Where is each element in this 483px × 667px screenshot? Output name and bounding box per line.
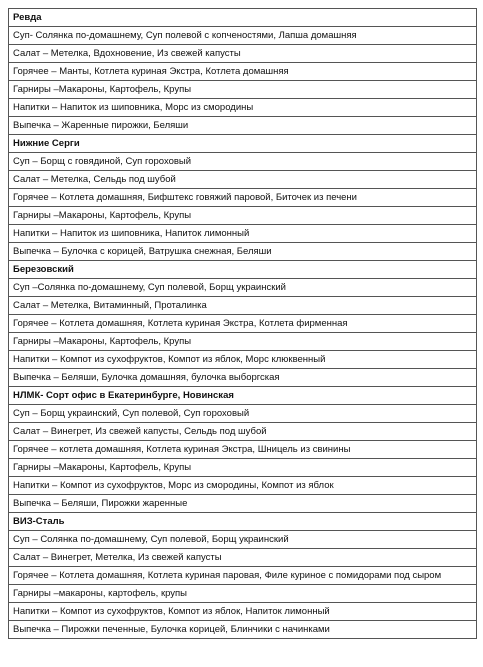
menu-item-text: Гарниры –макароны, картофель, крупы <box>9 585 477 603</box>
menu-item-text: Напитки – Компот из сухофруктов, Компот из яблок, Морс клюквенный <box>9 351 477 369</box>
section-heading-row <box>9 9 477 27</box>
menu-item-row <box>9 549 477 567</box>
menu-item-text: Горячее – Котлета домашняя, Котлета куриная паровая, Филе куриное с помидорами под сыром <box>9 567 477 585</box>
section-title: Нижние Серги <box>9 135 477 153</box>
menu-item-text: Горячее – котлета домашняя, Котлета куриная Экстра, Шницель из свинины <box>9 441 477 459</box>
menu-item-text: Суп – Борщ с говядиной, Суп гороховый <box>9 153 477 171</box>
section-heading-row <box>9 513 477 531</box>
menu-item-text: Горячее – Манты, Котлета куриная Экстра, Котлета домашняя <box>9 63 477 81</box>
menu-item-text: Напитки – Компот из сухофруктов, Морс из смородины, Компот из яблок <box>9 477 477 495</box>
menu-item-text: Салат – Метелка, Сельдь под шубой <box>9 171 477 189</box>
menu-item-text: Суп – Солянка по-домашнему, Суп полевой, Борщ украинский <box>9 531 477 549</box>
menu-item-text: Выпечка – Беляши, Пирожки жаренные <box>9 495 477 513</box>
section-heading-row <box>9 261 477 279</box>
menu-item-row <box>9 27 477 45</box>
menu-item-text: Суп – Борщ украинский, Суп полевой, Суп гороховый <box>9 405 477 423</box>
menu-item-row <box>9 585 477 603</box>
menu-item-text: Выпечка – Жаренные пирожки, Беляши <box>9 117 477 135</box>
menu-item-text: Гарниры –Макароны, Картофель, Крупы <box>9 459 477 477</box>
menu-item-text: Выпечка – Пирожки печенные, Булочка корицей, Блинчики с начинками <box>9 621 477 639</box>
menu-item-row <box>9 117 477 135</box>
menu-item-text: Напитки – Напиток из шиповника, Напиток лимонный <box>9 225 477 243</box>
menu-item-text: Горячее – Котлета домашняя, Котлета куриная Экстра, Котлета фирменная <box>9 315 477 333</box>
section-title: ВИЗ-Сталь <box>9 513 477 531</box>
menu-item-text: Гарниры –Макароны, Картофель, Крупы <box>9 81 477 99</box>
menu-item-text: Горячее – Котлета домашняя, Бифштекс говяжий паровой, Биточек из печени <box>9 189 477 207</box>
menu-item-text: Салат – Метелка, Вдохновение, Из свежей капусты <box>9 45 477 63</box>
menu-item-row <box>9 153 477 171</box>
menu-item-text: Гарниры –Макароны, Картофель, Крупы <box>9 333 477 351</box>
menu-item-row <box>9 603 477 621</box>
menu-item-row <box>9 297 477 315</box>
section-heading-row <box>9 387 477 405</box>
menu-item-row <box>9 369 477 387</box>
section-heading-row <box>9 135 477 153</box>
menu-item-text: Суп –Солянка по-домашнему, Суп полевой, Борщ украинский <box>9 279 477 297</box>
menu-item-row <box>9 477 477 495</box>
menu-item-row <box>9 315 477 333</box>
menu-item-row <box>9 351 477 369</box>
menu-item-row <box>9 333 477 351</box>
section-title: Березовский <box>9 261 477 279</box>
menu-item-row <box>9 45 477 63</box>
menu-item-row <box>9 207 477 225</box>
menu-item-row <box>9 99 477 117</box>
menu-item-row <box>9 441 477 459</box>
menu-item-text: Суп- Солянка по-домашнему, Суп полевой с копченостями, Лапша домашняя <box>9 27 477 45</box>
menu-item-row <box>9 495 477 513</box>
menu-item-row <box>9 189 477 207</box>
menu-item-row <box>9 63 477 81</box>
menu-item-row <box>9 567 477 585</box>
menu-table-body <box>9 9 477 639</box>
menu-item-row <box>9 243 477 261</box>
menu-item-row <box>9 279 477 297</box>
menu-item-row <box>9 225 477 243</box>
menu-item-text: Напитки – Компот из сухофруктов, Компот из яблок, Напиток лимонный <box>9 603 477 621</box>
section-title: Ревда <box>9 9 477 27</box>
menu-item-text: Гарниры –Макароны, Картофель, Крупы <box>9 207 477 225</box>
menu-table <box>8 8 477 639</box>
menu-item-row <box>9 81 477 99</box>
menu-document <box>8 8 477 658</box>
menu-item-text: Напитки – Напиток из шиповника, Морс из смородины <box>9 99 477 117</box>
section-title: НЛМК- Сорт офис в Екатеринбурге, Новинская <box>9 387 477 405</box>
menu-item-text: Выпечка – Беляши, Булочка домашняя, булочка выборгская <box>9 369 477 387</box>
menu-item-text: Салат – Винегрет, Метелка, Из свежей капусты <box>9 549 477 567</box>
menu-item-row <box>9 621 477 639</box>
menu-item-text: Салат – Метелка, Витаминный, Проталинка <box>9 297 477 315</box>
menu-item-text: Выпечка – Булочка с корицей, Ватрушка снежная, Беляши <box>9 243 477 261</box>
menu-item-row <box>9 171 477 189</box>
menu-item-text: Салат – Винегрет, Из свежей капусты, Сельдь под шубой <box>9 423 477 441</box>
menu-item-row <box>9 459 477 477</box>
menu-item-row <box>9 405 477 423</box>
menu-item-row <box>9 531 477 549</box>
menu-item-row <box>9 423 477 441</box>
